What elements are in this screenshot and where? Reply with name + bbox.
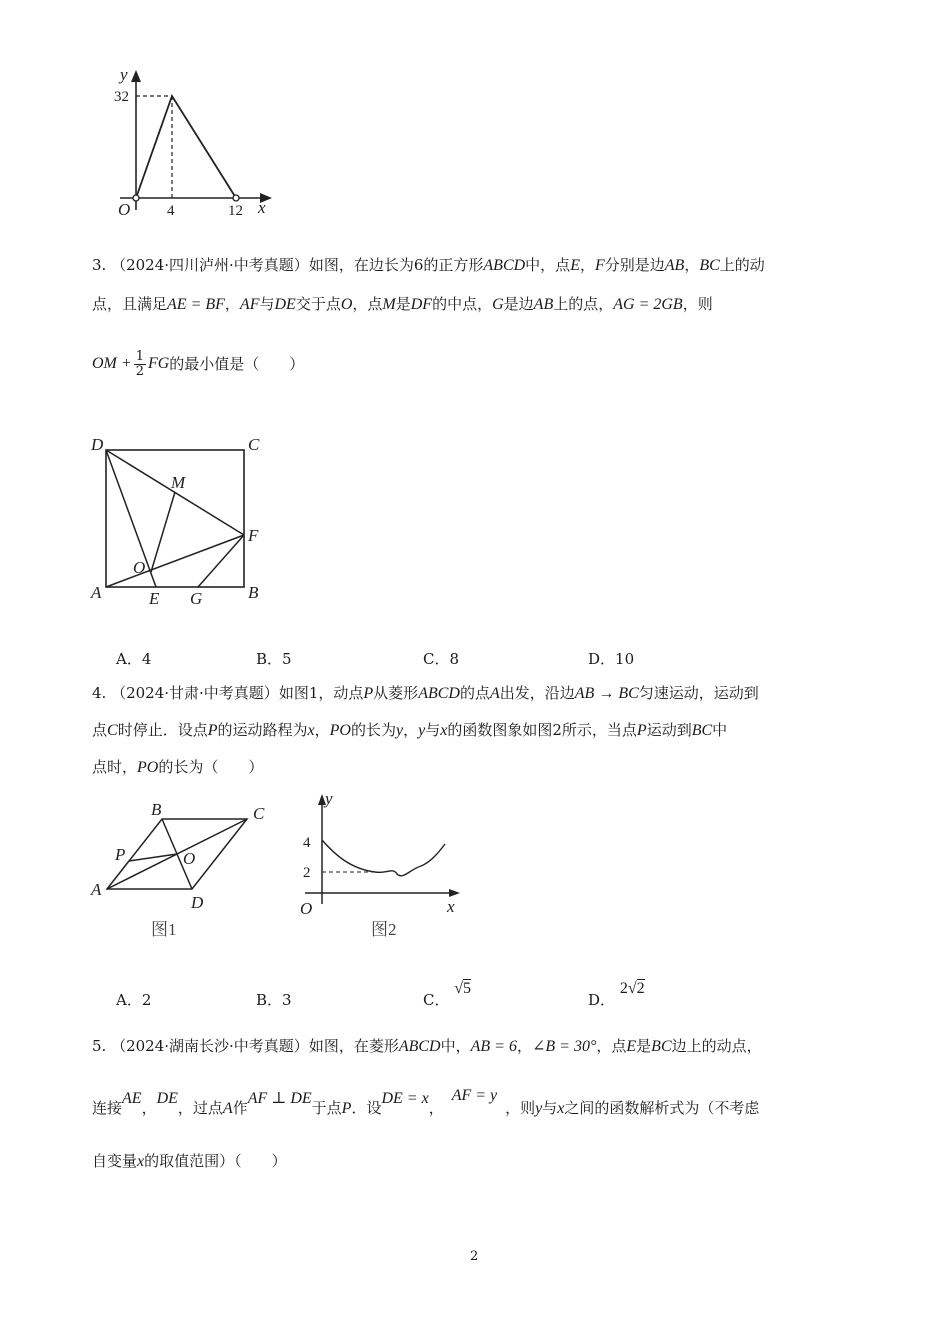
q4-line-2: 点C时停止．设点P的运动路程为x，PO的长为y，y与x的函数图象如图2所示，当点P运动到BC中: [92, 721, 728, 739]
q5-number: 5.: [92, 1037, 107, 1055]
label-b: B: [248, 583, 259, 602]
square-abcd: [106, 450, 244, 587]
y-tick-label: 32: [114, 89, 129, 105]
segment-om: [151, 492, 175, 572]
q3-line-2: 点，且满足AE = BF，AF与DE交于点O，点M是DF的中点，G是边AB上的点，AG = 2GB，则: [92, 295, 713, 313]
q3-option-c[interactable]: C．8: [423, 650, 460, 668]
label-c: C: [253, 804, 265, 823]
top-function-graph: [100, 62, 290, 222]
q3-option-a[interactable]: A．4: [116, 650, 152, 668]
label-p: P: [115, 845, 126, 864]
sqrt-5: √5: [454, 980, 472, 997]
q4-option-d[interactable]: D． 2√2: [588, 980, 645, 1009]
q5-source: （2024·湖南长沙·中考真题）: [111, 1037, 309, 1055]
segment-de: [106, 450, 156, 587]
y-tick-4: 4: [303, 835, 311, 851]
q3-option-b[interactable]: B．5: [256, 650, 292, 668]
fraction-one-half: $\frac{1}{2}$: [135, 348, 144, 379]
y-axis-arrow: [131, 70, 141, 82]
q4-line-3: 点时，PO的长为（ ）: [92, 758, 264, 776]
x-axis-label: x: [258, 198, 266, 217]
q3-line-1: 3. （2024·四川泸州·中考真题）如图，在边长为6的正方形ABCD中，点E，F分别是边AB，BC上的动: [92, 256, 765, 274]
origin-label: O: [300, 899, 313, 918]
x-axis-label: x: [447, 897, 455, 916]
q5-line-2: 连接AE，DE，过点A作AF ⊥ DE于点P．设DE = x，AF = y，则y与x之间的函数解析式为（不考虑: [92, 1087, 760, 1117]
function-line: [136, 96, 236, 198]
q4-line-1: 4. （2024·甘肃·中考真题）如图1，动点P从菱形ABCD的点A出发，沿边AB → BC匀速运动，运动到: [92, 684, 759, 702]
q5-line-3: 自变量x的取值范围）（ ）: [92, 1152, 287, 1170]
label-g: G: [190, 589, 203, 608]
q3-option-d[interactable]: D．10: [588, 650, 635, 668]
q5-line-1: 5. （2024·湖南长沙·中考真题）如图，在菱形ABCD中，AB = 6，∠B = 30°，点E是BC边上的动点，: [92, 1037, 762, 1055]
y-tick-2: 2: [303, 865, 311, 881]
label-b: B: [151, 800, 162, 819]
figure-1-caption: 图1: [151, 920, 177, 939]
function-curve: [322, 840, 445, 876]
label-d: D: [191, 893, 204, 912]
q3-square-figure: [85, 432, 275, 612]
figure-2-caption: 图2: [371, 920, 397, 939]
q4-option-a[interactable]: A．2: [116, 991, 152, 1009]
q4-function-graph: [295, 790, 475, 945]
label-o: O: [183, 849, 196, 868]
q3-number: 3.: [92, 256, 107, 274]
label-e: E: [149, 589, 160, 608]
x-tick-label-4: 4: [167, 203, 175, 219]
page-number: 2: [470, 1249, 479, 1264]
q4-rhombus-figure: [85, 795, 285, 945]
label-a: A: [91, 880, 102, 899]
q4-option-c[interactable]: C． √5: [423, 980, 472, 1009]
x-tick-label-12: 12: [228, 203, 243, 219]
segment-af: [106, 535, 244, 587]
segment-fg: [198, 535, 244, 587]
label-o: O: [133, 558, 146, 577]
q3-line-3: OM + $\frac{1}{2}$ FG 的最小值是（ ）: [92, 348, 305, 379]
open-point-origin: [133, 195, 139, 201]
label-d: D: [91, 435, 104, 454]
q4-source: （2024·甘肃·中考真题）: [111, 684, 279, 702]
label-m: M: [171, 473, 186, 492]
label-a: A: [91, 583, 102, 602]
y-axis-label: y: [120, 65, 128, 84]
label-f: F: [248, 526, 259, 545]
q3-source: （2024·四川泸州·中考真题）: [111, 256, 309, 274]
origin-label: O: [118, 200, 131, 219]
q4-number: 4.: [92, 684, 107, 702]
x-axis-arrow: [449, 889, 460, 897]
two-sqrt-2: 2√2: [619, 980, 645, 997]
label-c: C: [248, 435, 260, 454]
y-axis-label: y: [325, 790, 333, 808]
q4-option-b[interactable]: B．3: [256, 991, 292, 1009]
open-point-12: [233, 195, 239, 201]
